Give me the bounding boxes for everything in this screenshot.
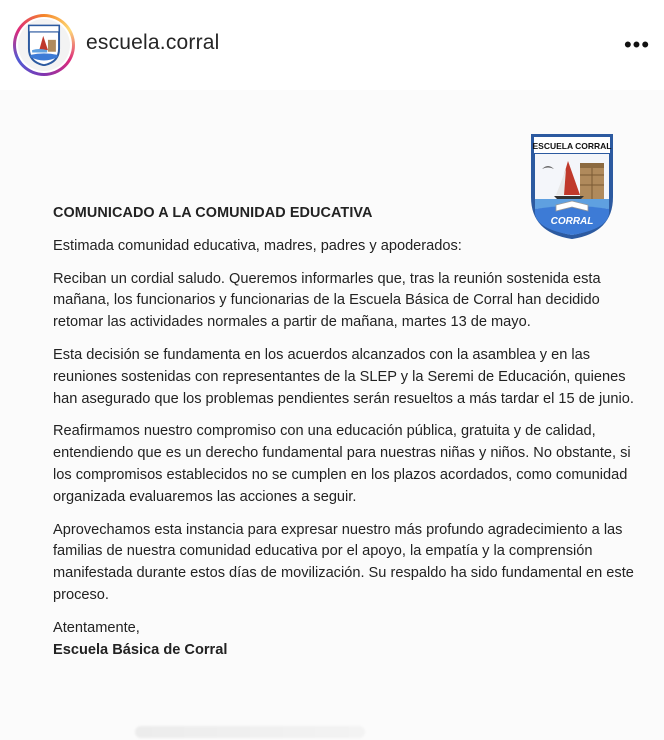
announcement-document: [53, 203, 643, 661]
document-paragraph: Esta decisión se fundamenta en los acuerdos alcanzados con la asamblea y en las reuniones sostenidas con representantes de la SLEP y la Seremi de Educación, quienes han asegurado que los problemas pendientes serán resueltos a más tardar el 15 de junio.: [53, 346, 634, 407]
document-title: COMUNICADO A LA COMUNIDAD EDUCATIVA: [53, 205, 373, 221]
document-paragraph: Reciban un cordial saludo. Queremos informarles que, tras la reunión sostenida esta mañana, los funcionarios y funcionarias de la Escuela Básica de Corral han decidido retomar las actividades normales a partir de mañana, martes 13 de mayo.: [53, 270, 601, 331]
post-header: [0, 0, 664, 90]
more-horizontal-icon: •••: [623, 32, 651, 57]
document-paragraph: Aprovechamos esta instancia para expresar nuestro más profundo agradecimiento a las familias de nuestra comunidad educativa por el apoyo, la empatía y la comprensión manifestada durante estos días de movilización. Su respaldo ha sido fundamental en este proceso.: [53, 521, 634, 603]
more-options-button[interactable]: [622, 30, 652, 60]
blurred-footer-text: [135, 726, 365, 738]
signature-name: Escuela Básica de Corral: [53, 641, 228, 658]
crest-bottom-text: CORRAL: [550, 216, 594, 227]
document-paragraph: Reafirmamos nuestro compromiso con una educación pública, gratuita y de calidad, entendiendo que es un derecho fundamental para nuestras niñas y niños. No obstante, si los compromisos establecidos no se cumplen en los plazos acordados, como comunidad organizada evaluaremos las acciones a seguir.: [53, 423, 631, 505]
avatar-inner: [16, 17, 72, 73]
crest-top-text: ESCUELA CORRAL: [532, 141, 612, 151]
account-username[interactable]: escuela.corral: [86, 31, 220, 54]
post-image: [0, 90, 664, 740]
document-greeting: Estimada comunidad educativa, madres, padres y apoderados:: [53, 237, 462, 254]
avatar[interactable]: [13, 14, 75, 76]
closing-text: Atentamente,: [53, 619, 140, 636]
avatar-crest-icon: [18, 19, 70, 71]
signature-block: [53, 618, 643, 662]
